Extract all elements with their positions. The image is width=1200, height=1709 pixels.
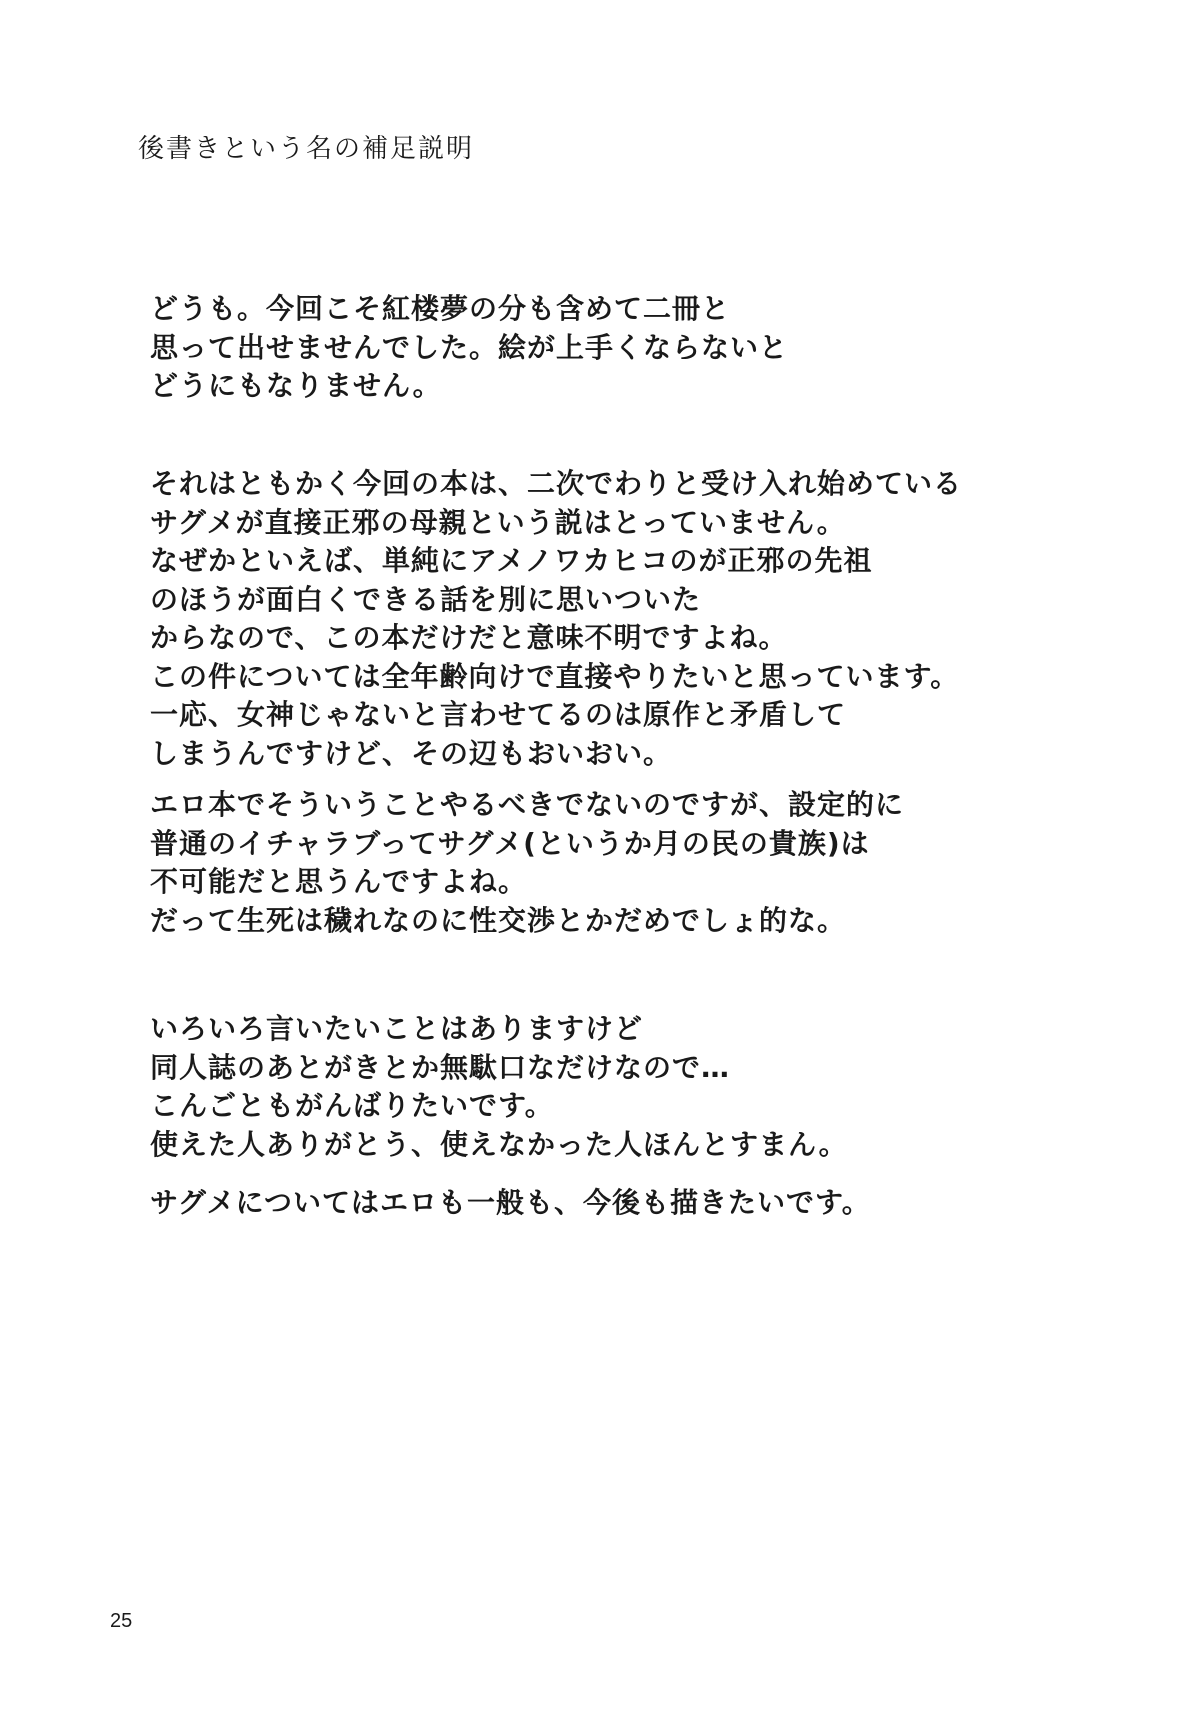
text-line: しまうんですけど、その辺もおいおい。 xyxy=(150,736,673,770)
text-line: どうにもなりません。 xyxy=(150,369,442,402)
text-line: 同人誌のあとがきとか無駄口なだけなので… xyxy=(150,1050,731,1084)
text-line: この件については全年齢向けで直接やりたいと思っています。 xyxy=(150,659,960,693)
text-line: こんごともがんばりたいです。 xyxy=(150,1089,554,1122)
text-line: 普通のイチャラブってサグメ(というか月の民の貴族)は xyxy=(150,826,870,860)
paragraph-final xyxy=(150,1184,871,1223)
text-line: サグメが直接正邪の母親という説はとっていません。 xyxy=(150,505,846,539)
page-number: 25 xyxy=(110,1610,133,1632)
text-line: エロ本でそういうことやるべきでないのですが、設定的に xyxy=(150,788,905,821)
text-line: だって生死は穢れなのに性交渉とかだめでしょ的な。 xyxy=(150,903,847,937)
text-line: 不可能だと思うんですよね。 xyxy=(150,865,528,898)
paragraph-story-notes xyxy=(150,465,962,773)
text-line: 一応、女神じゃないと言わせてるのは原作と矛盾して xyxy=(150,698,847,731)
text-line: いろいろ言いたいことはありますけど xyxy=(150,1012,644,1045)
paragraph-setting-notes xyxy=(150,786,904,940)
paragraph-closing xyxy=(150,1010,848,1164)
text-line: のほうが面白くできる話を別に思いついた xyxy=(150,582,702,616)
text-line: 使えた人ありがとう、使えなかった人ほんとすまん。 xyxy=(150,1127,848,1161)
text-line: 思って出せませんでした。絵が上手くならないと xyxy=(150,330,789,364)
text-line: からなので、この本だけだと意味不明ですよね。 xyxy=(150,621,788,654)
text-line: どうも。今回こそ紅楼夢の分も含めて二冊と xyxy=(150,292,731,325)
text-line: それはともかく今回の本は、二次でわりと受け入れ始めている xyxy=(150,467,963,500)
paragraph-intro xyxy=(150,290,788,406)
afterword-heading: 後書きという名の補足説明 xyxy=(138,134,475,164)
text-line: なぜかといえば、単純にアメノワカヒコのが正邪の先祖 xyxy=(150,544,873,577)
text-line: サグメについてはエロも一般も、今後も描きたいです。 xyxy=(150,1186,871,1219)
